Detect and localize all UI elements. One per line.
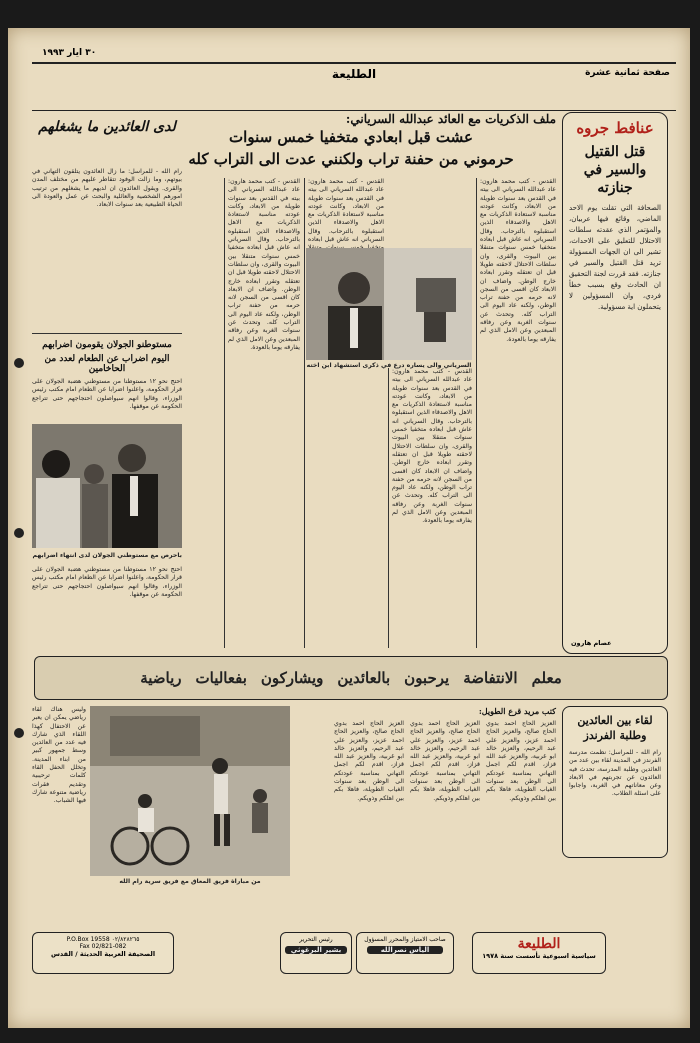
binder-hole [14,528,24,538]
top-story-body-col-2: القدس - كتب محمد هارون: عاد عبدالله السرياني الى بيته في القدس بعد سنوات طويلة من الابعاد، وكانت عودته مناسبة لاستعادة الذكريات مع الاهل والاصدقاء الذين استقبلوه بالترحاب. وقال السرياني انه عاش قبل ابعاده متخفيا خمس سنوات متنقلا بين البيوت والقرى، وان سلطات الاحتلال لاحقته طويلا قبل ان تعتقله وتقرر ابعاده خارج الوطن. واضاف ان الابعاد كان اقسى من السجن لانه حرمه من حفنة تراب الوطن، ولكنه عاد اليوم الى التراب كله. وتحدث عن سنوات الغربة وعن رفاقه المبعدين وعن الامل الذي لم يفارقه يوما بالعودة. [392,368,472,525]
issue-date: ٣٠ ايار ١٩٩٣ [42,48,97,58]
sidebar-title: عنافط جروه [576,119,654,137]
top-story-kicker: ملف الذكريات مع العائد عبدالله السرياني: [345,112,556,126]
editor-name: بشير البرغوثي [285,946,347,954]
top-story-photo-caption: السرياني والى يساره درع في ذكرى استشهاد ابن اخته [306,362,472,369]
sidebar-column-box [562,112,668,654]
column-rule [388,368,389,648]
page-header [32,48,676,111]
banner-word: رياضية [140,669,182,687]
bottom-middle-headline: كتب مريد قرع الطويل: [478,706,556,716]
column-rule [476,178,477,648]
address-box [32,932,174,974]
footer-masthead: الطليعة [517,936,561,952]
story-divider [32,333,182,334]
banner-word: معلم [531,669,562,687]
address-pobox: P.O.Box 19558 ٠٢/٨٢٨٢٦٥ [66,936,140,943]
top-story-headline-2: حرموني من حفنة تراب ولكنني عدت الى التراب كله [188,150,514,168]
bottom-right-headline: لقاء بين العائدين وطلبة الفرندز [577,714,653,742]
binder-hole [14,728,24,738]
bottom-middle-body-col-1: العزيز الحاج احمد بدوي الحاج صالح، والعزيز الحاج احمد عزيز، والعزيز علي عبد الرحيم، والعزيز خالد ابو غربية، والعزيز عبد الله قزاز، اقدم لكم اجمل التهاني بمناسبة عودتكم الى الوطن بعد سنوات الغياب الطويلة، فاهلا بكم بين اهلكم وذويكم. [486,720,556,802]
sidebar-signature: عصام هارون [571,639,612,647]
top-story-body-col-1: القدس - كتب محمد هارون: عاد عبدالله السرياني الى بيته في القدس بعد سنوات طويلة من الابعاد، وكانت عودته مناسبة لاستعادة الذكريات مع الاهل والاصدقاء الذين استقبلوه بالترحاب. وقال السرياني انه عاش قبل ابعاده متخفيا خمس سنوات متنقلا بين البيوت والقرى، وان سلطات الاحتلال لاحقته طويلا قبل ان تعتقله وتقرر ابعاده خارج الوطن. واضاف ان الابعاد كان اقسى من السجن لانه حرمه من حفنة تراب الوطن، ولكنه عاد اليوم الى التراب كله. وتحدث عن سنوات الغربة وعن رفاقه المبعدين وعن الامل الذي لم يفارقه يوما بالعودة. [480,178,556,343]
masthead-box [472,932,606,974]
newspaper-page [8,28,690,1028]
bottom-right-body: رام الله - للمراسل: نظمت مدرسة الفرندز في المدينة لقاء بين عدد من العائدين وطلبة المدرسة، تحدث فيه العائدون عن تجربتهم في الابعاد وعن معاناتهم في الغربة، واجابوا على اسئلة الطلاب. [569,749,661,798]
sports-banner [34,656,668,700]
top-story-photo [306,248,472,360]
top-story-body-col-4: القدس - كتب محمد هارون: عاد عبدالله السرياني الى بيته في القدس بعد سنوات طويلة من الابعاد، وكانت عودته مناسبة لاستعادة الذكريات مع الاهل والاصدقاء الذين استقبلوه بالترحاب. وقال السرياني انه عاش قبل ابعاده متخفيا خمس سنوات متنقلا بين البيوت والقرى، وان سلطات الاحتلال لاحقته طويلا قبل ان تعتقله وتقرر ابعاده خارج الوطن. واضاف ان الابعاد كان اقسى من السجن لانه حرمه من حفنة تراب الوطن، ولكنه عاد اليوم الى التراب كله. وتحدث عن سنوات الغربة وعن رفاقه المبعدين وعن الامل الذي لم يفارقه يوما بالعودة. [228,178,300,351]
column-rule [304,178,305,648]
editor-label: رئيس التحرير [299,936,333,943]
middle-story-body-continued: احتج نحو ١٢ مستوطنا من مستوطني هضبة الجولان على قرار الحكومة، واعلنوا اضرابا عن الطعام امام مكتب رئيس الوزراء، وقالوا انهم سيواصلون احتجاجهم حتى تتراجع الحكومة عن موقفها. [32,566,182,598]
bottom-left-body: وليس هناك لقاء رياضي يمكن ان يعبر عن الاحتفال كهذا اللقاء الذي شارك فيه عدد من العائدين وسط جمهور كبير من ابناء المدينة. وتخلل الحفل القاء كلمات ترحيبية وتقديم فقرات رياضية متنوعة شارك فيها الشباب. [32,706,86,805]
banner-word: ويشاركون [260,669,324,687]
bottom-right-box [562,706,668,858]
page-label: صفحة ثمانية عشرة [585,68,670,78]
wheelchair-match-illustration [90,706,290,876]
banner-word: الانتفاضة [463,669,518,687]
chief-editor-box [356,932,454,974]
footer-masthead-sub: سياسية اسبوعية تأسست سنة ١٩٧٨ [482,952,596,960]
bottom-middle-body-col-3: العزيز الحاج احمد بدوي الحاج صالح، والعزيز الحاج احمد عزيز، والعزيز علي عبد الرحيم، والعزيز خالد ابو غربية، والعزيز عبد الله قزاز، اقدم لكم اجمل التهاني بمناسبة عودتكم الى الوطن بعد سنوات الغياب الطويلة، فاهلا بكم بين اهلكم وذويكم. [334,720,404,802]
editor-box [280,932,352,974]
sidebar-body: الصحافة التي تقلت يوم الاحد الماضي، وقائع فيها عربيان، والمؤتمر الذي عقدته سلطات الاحتلال للتعليق على الاحداث، تشير الى ان الجهات المسؤولة تريد قتل القتيل والسير في جنازته. فقد قررت لجنة التحقيق ان الحادث وقع بسبب خطأ فردي، وان المسؤولين لا يتحملون اية مسؤولية. [569,204,661,311]
column-rule [224,178,225,648]
left-story-body: رام الله - للمراسل: ما زال العائدون يتلقون التهاني في بيوتهم، وما زالت الوفود تتقاطر عليهم من مختلف المدن والقرى. ويقول العائدون ان لديهم ما يشغلهم من ترتيب امورهم الشخصية والعائلية والبحث عن عمل والعودة الى الحياة الطبيعية بعد سنوات الابعاد. [32,168,182,209]
bottom-middle-body-col-2: العزيز الحاج احمد بدوي الحاج صالح، والعزيز الحاج احمد عزيز، والعزيز علي عبد الرحيم، والعزيز خالد ابو غربية، والعزيز عبد الله قزاز، اقدم لكم اجمل التهاني بمناسبة عودتكم الى الوطن بعد سنوات الغياب الطويلة، فاهلا بكم بين اهلكم وذويكم. [410,720,480,802]
middle-story-headline-2: اليوم اضراب عن الطعام لعدد من الحاخامين [44,354,170,374]
top-story-body-col-3: القدس - كتب محمد هارون: عاد عبدالله السرياني الى بيته في القدس بعد سنوات طويلة من الابعاد، وكانت عودته مناسبة لاستعادة الذكريات مع الاهل والاصدقاء الذين استقبلوه بالترحاب. وقال السرياني انه عاش قبل ابعاده [308,178,384,244]
middle-story-headline-1: مستوطنو الجولان يقومون اضرابهم [42,340,172,350]
chief-editor-name: الياس نصرالله [367,946,443,954]
banner-word: بفعاليات [195,669,247,687]
binder-hole [14,358,24,368]
middle-story-photo-caption: باحرص مع مستوطني الجولان لدى انتهاء اضرابهم [32,552,182,559]
portrait-photo-illustration [306,248,472,360]
settlers-photo-illustration [32,424,182,548]
left-story-headline: لدى العائدين ما يشغلهم [38,119,176,135]
sports-photo [90,706,290,876]
address-line: الصحيفة العربية الحديثة / القدس [50,950,156,958]
address-fax: Fax 02/821-082 [79,943,127,950]
header-brand: الطليعة [331,67,377,81]
sports-photo-caption: من مباراة فريق المعاق مع فريق سرية رام الله [119,878,261,885]
middle-story-body: احتج نحو ١٢ مستوطنا من مستوطني هضبة الجولان على قرار الحكومة، واعلنوا اضرابا عن الطعام امام مكتب رئيس الوزراء، وقالوا انهم سيواصلون احتجاجهم حتى تتراجع الحكومة عن موقفها. [32,378,182,410]
chief-editor-label: صاحب الامتياز والمحرر المسؤول [364,936,446,943]
banner-word: بالعائدين [337,669,391,687]
sidebar-headline: قتل القتيل والسير في جنازته [583,144,647,196]
middle-story-photo [32,424,182,548]
banner-word: يرحبون [404,669,450,687]
top-story-headline-1: عشت قبل ابعادي متخفيا خمس سنوات [229,128,473,146]
